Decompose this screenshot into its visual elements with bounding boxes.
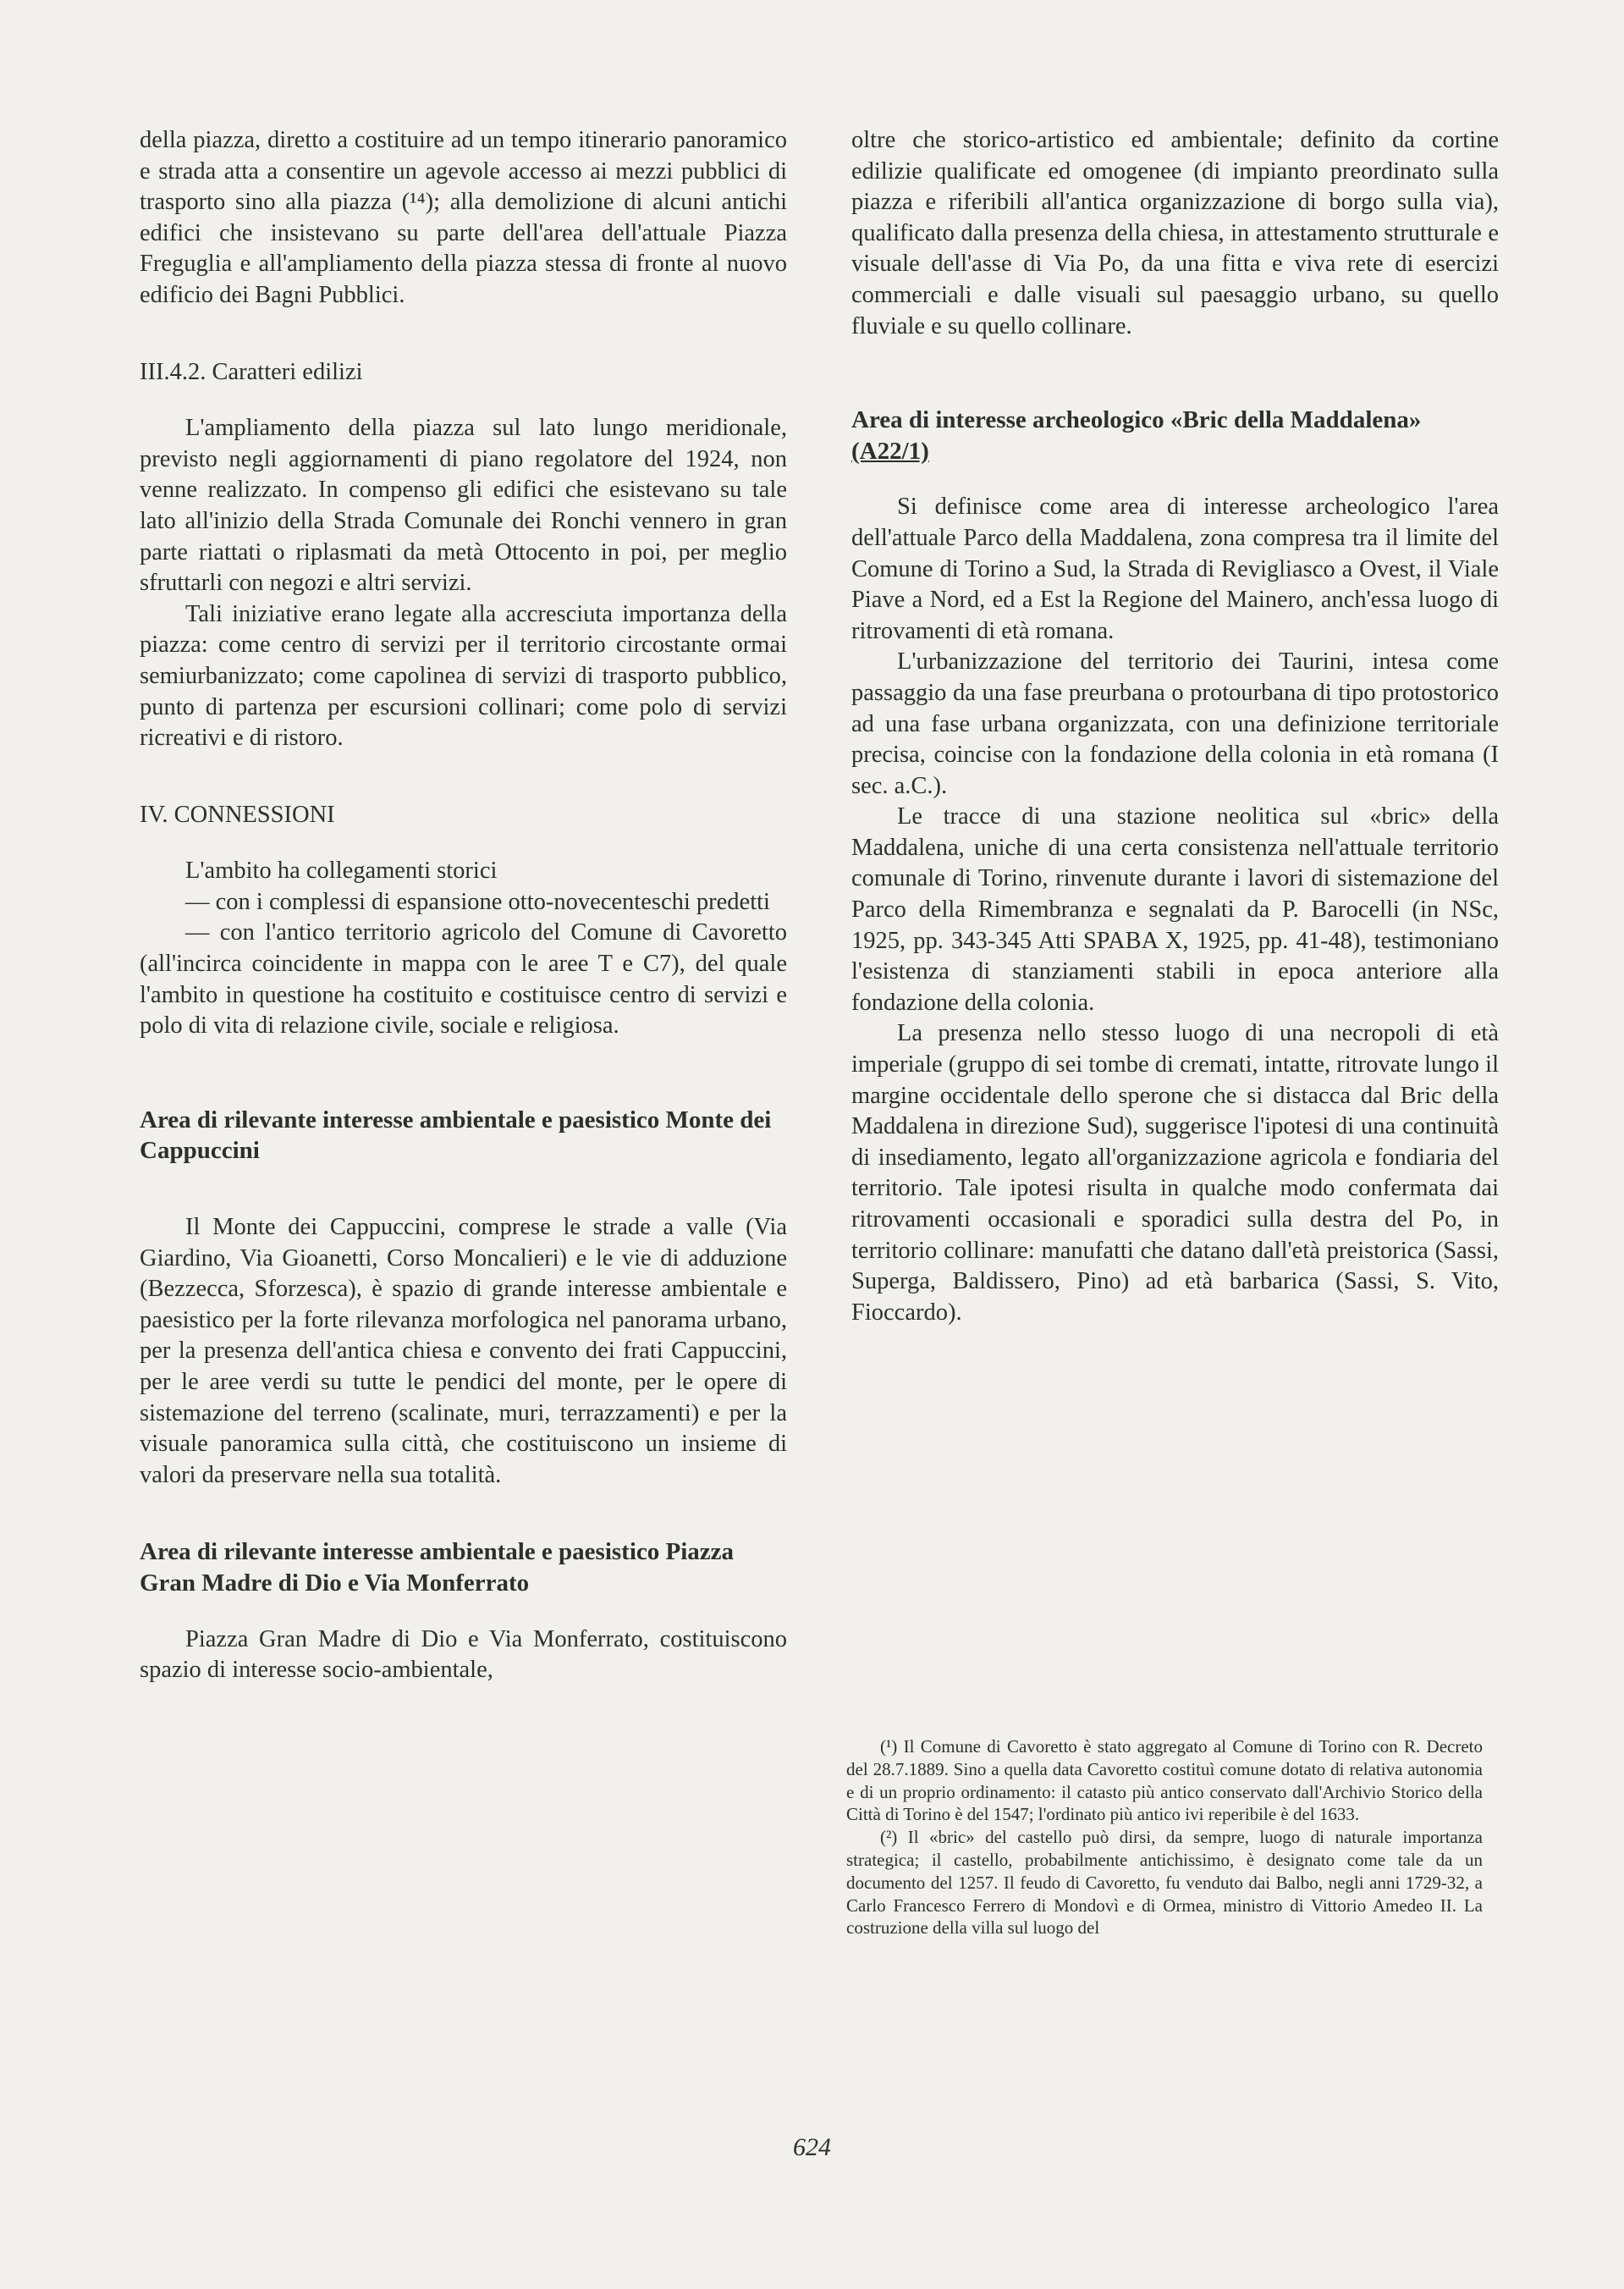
right-column [851, 125, 1499, 1328]
footnotes [846, 1735, 1483, 1939]
footnote: (²) Il «bric» del castello può dirsi, da sempre, luogo di naturale importanza strategica; il castello, probabilmente antichissimo, è designato come tale da un documento del 1257. Il feudo di Cavoretto, fu venduto dai Balbo, negli anni 1729-32, a Carlo Francesco Ferrero di Mondovì e di Ormea, ministro di Vittorio Amedeo II. La costruzione della villa sul luogo del [846, 1827, 1483, 1939]
paragraph: della piazza, diretto a costituire ad un tempo itinerario panoramico e strada atta a consentire un agevole accesso ai mezzi pubblici di trasporto sino alla piazza (¹⁴); alla demolizione di alcuni antichi edifici che insistevano su parte dell'area dell'attuale Piazza Freguglia e all'ampliamento della piazza stessa di fronte al nuovo edificio dei Bagni Pubblici. [140, 127, 787, 308]
paragraph: Piazza Gran Madre di Dio e Via Monferrato, costituiscono spazio di interesse socio-ambientale, [140, 1625, 787, 1684]
paragraph: La presenza nello stesso luogo di una necropoli di età imperiale (gruppo di sei tombe di cremati, intatte, ritrovate lungo il margine occidentale dello sperone che si distacca dal Bric della Maddalena in direzione Sud), suggerisce l'ipotesi di una continuità di insediamento, legato all'organizzazione agricola e fondiaria del territorio. Tale ipotesi risulta in qualche modo confermata dai ritrovamenti occasionali e sporadici sulla destra del Po, in territorio collinare: manufatti che datano dall'età preistorica (Sassi, Superga, Baldissero, Pino) ad età barbarica (Sassi, S. Vito, Fioccardo). [851, 1020, 1499, 1326]
section-heading: III.4.2. Caratteri edilizi [140, 358, 363, 385]
area-heading: Area di rilevante interesse ambientale e paesistico Piazza Gran Madre di Dio e Via Monferrato [140, 1538, 735, 1597]
paragraph: — con l'antico territorio agricolo del Comune di Cavoretto (all'incirca coincidente in mappa con le aree T e C7), del quale l'ambito in questione ha costituito e costituisce centro di servizi e polo di vita di relazione civile, sociale e religiosa. [140, 919, 787, 1040]
page-number: 624 [793, 2133, 831, 2161]
area-heading: Area di rilevante interesse ambientale e paesistico Monte dei Cappuccini [140, 1106, 772, 1165]
paragraph: L'ambito ha collegamenti storici [185, 858, 498, 885]
area-heading [851, 405, 1499, 466]
section-heading: IV. CONNESSIONI [140, 801, 335, 828]
footnote: (¹) Il Comune di Cavoretto è stato aggregato al Comune di Torino con R. Decreto del 28.7.1889. Sino a quella data Cavoretto costituì comune dotato di relativa autonomia e di un proprio ordinamento: il catasto più antico conservato dall'Archivio Storico della Città di Torino è del 1547; l'ordinato più antico ivi reperibile è del 1633. [846, 1736, 1483, 1825]
paragraph: oltre che storico-artistico ed ambientale; definito da cortine edilizie qualificate ed omogenee (di impianto preordinato sulla piazza e riferibili all'antica organizzazione di borgo sulla via), qualificato dalla presenza della chiesa, in attestamento strutturale e visuale dell'asse di Via Po, da una fitta e viva rete di esercizi commerciali e dalle visuali sul paesaggio urbano, su quello fluviale e su quello collinare. [851, 127, 1499, 339]
left-column [140, 125, 787, 1686]
paragraph: Le tracce di una stazione neolitica sul «bric» della Maddalena, uniche di una certa consistenza nell'attuale territorio comunale di Torino, rinvenute durante i lavori di sistemazione del Parco della Rimembranza e segnalati da P. Barocelli (in NSc, 1925, pp. 343-345 Atti SPABA X, 1925, pp. 41-48), testimoniano l'esistenza di stanziamenti stabili in epoca anteriore alla fondazione della colonia. [851, 803, 1499, 1016]
area-heading-text: Area di interesse archeologico «Bric della Maddalena» [851, 406, 1422, 434]
paragraph: L'urbanizzazione del territorio dei Taurini, intesa come passaggio da una fase preurbana o protourbana di tipo protostorico ad una fase urbana organizzata, con una definizione territoriale precisa, coincise con la fondazione della colonia in età romana (I sec. a.C.). [851, 648, 1499, 799]
paragraph: Il Monte dei Cappuccini, comprese le strade a valle (Via Giardino, Via Gioanetti, Corso Moncalieri) e le vie di adduzione (Bezzecca, Sforzesca), è spazio di grande interesse ambientale e paesistico per la forte rilevanza morfologica nel panorama urbano, per la presenza dell'antica chiesa e convento dei frati Cappuccini, per le aree verdi su tutte le pendici del monte, per le opere di sistemazione del terreno (scalinate, muri, terrazzamenti) e per la visuale panoramica sulla città, che costituiscono un insieme di valori da preservare nella sua totalità. [140, 1214, 787, 1488]
paragraph: — con i complessi di espansione otto-novecenteschi predetti [185, 888, 770, 915]
paragraph: Si definisce come area di interesse archeologico l'area dell'attuale Parco della Maddalena, zona compresa tra il limite del Comune di Torino a Sud, la Strada di Revigliasco a Ovest, il Viale Piave a Nord, ed a Est la Regione del Mainero, anch'essa luogo di ritrovamenti di età romana. [851, 494, 1499, 644]
paragraph: L'ampliamento della piazza sul lato lungo meridionale, previsto negli aggiornamenti di piano regolatore del 1924, non venne realizzato. In compenso gli edifici che esistevano su tale lato all'inizio della Strada Comunale dei Ronchi vennero in gran parte riattati o riplasmati da metà Ottocento in poi, per meglio sfruttarli con negozi e altri servizi. [140, 415, 787, 597]
paragraph: Tali iniziative erano legate alla accresciuta importanza della piazza: come centro di servizi per il territorio circostante ormai semiurbanizzato; come capolinea di servizi di trasporto pubblico, punto di partenza per escursioni collinari; come polo di servizi ricreativi e di ristoro. [140, 600, 787, 752]
area-code: (A22/1) [851, 437, 929, 465]
